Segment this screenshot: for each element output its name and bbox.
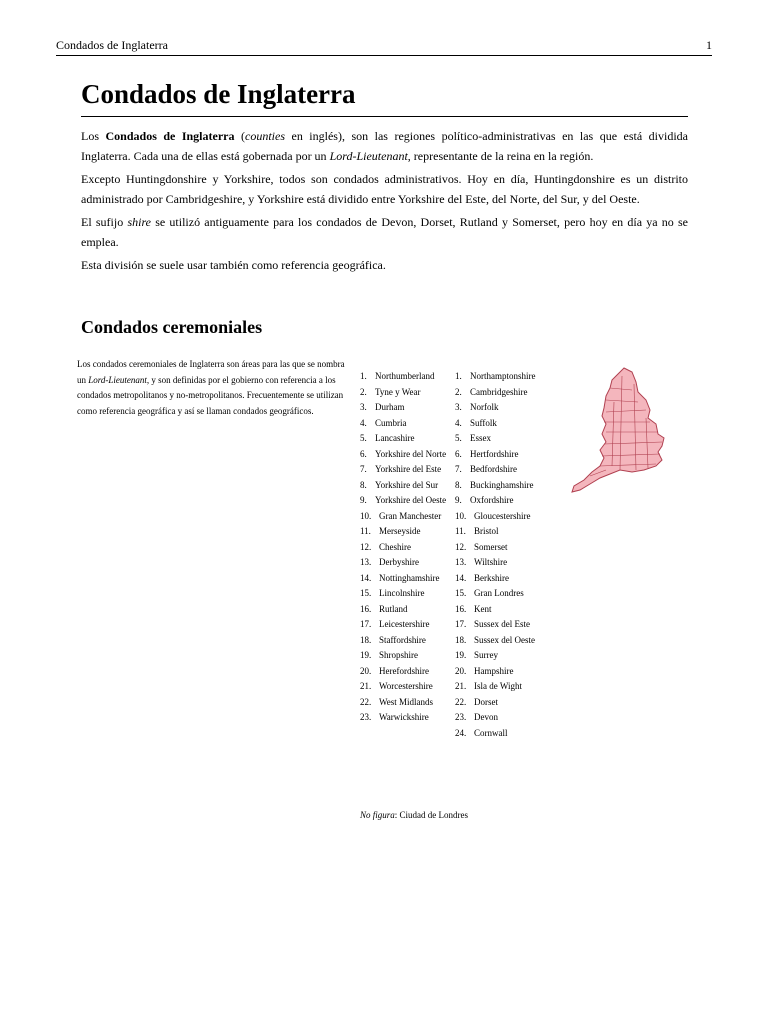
county-list-item xyxy=(360,400,455,416)
no-figure-label: No figura xyxy=(360,810,395,820)
section-note xyxy=(77,357,347,419)
county-number: 7. xyxy=(455,464,462,474)
county-number: 3. xyxy=(360,402,367,412)
county-list-item xyxy=(360,586,455,602)
county-list-item xyxy=(455,617,565,633)
county-list-item xyxy=(455,555,565,571)
county-list-item xyxy=(455,633,565,649)
county-list-item xyxy=(360,648,455,664)
county-name: Somerset xyxy=(474,541,508,552)
county-number: 15. xyxy=(360,588,372,598)
county-number: 2. xyxy=(455,386,462,397)
county-list-item xyxy=(360,540,455,556)
county-name: Gran Manchester xyxy=(379,510,442,521)
county-name: Yorkshire del Este xyxy=(375,464,442,474)
counties-list-left xyxy=(360,369,455,726)
counties-list-right xyxy=(455,369,565,741)
county-list-item xyxy=(455,540,565,556)
county-number: 23. xyxy=(455,712,467,722)
county-number: 14. xyxy=(360,572,372,583)
county-list-item xyxy=(360,710,455,726)
p1-bold-term: Condados de Inglaterra xyxy=(105,129,235,143)
county-name: Leicestershire xyxy=(379,619,430,629)
intro-paragraph-3 xyxy=(81,212,688,252)
county-number: 1. xyxy=(360,371,367,381)
county-list-item xyxy=(455,493,565,509)
county-number: 16. xyxy=(455,603,467,614)
note-text-a: Los condados ceremoniales de Inglaterra son áreas para las que se nombra un xyxy=(77,359,345,385)
county-name: Northumberland xyxy=(375,371,435,381)
p3-text-a: El sufijo xyxy=(81,215,128,229)
county-name: Lancashire xyxy=(375,433,415,443)
county-list-item xyxy=(455,571,565,587)
county-list-item xyxy=(360,493,455,509)
section-title: Condados ceremoniales xyxy=(81,317,263,337)
county-name: Bedfordshire xyxy=(470,464,517,474)
county-name: Norfolk xyxy=(470,402,499,412)
county-name: West Midlands xyxy=(379,696,434,707)
county-name: Warwickshire xyxy=(379,712,429,722)
county-name: Sussex del Este xyxy=(474,619,530,629)
county-number: 9. xyxy=(455,495,462,505)
county-number: 18. xyxy=(360,634,372,645)
county-list-item xyxy=(360,462,455,478)
county-name: Bristol xyxy=(474,526,499,536)
county-list-item xyxy=(360,633,455,649)
county-number: 8. xyxy=(360,479,367,490)
county-name: Isla de Wight xyxy=(474,681,522,691)
county-list-item xyxy=(455,478,565,494)
county-list-item xyxy=(455,726,565,742)
county-list-item xyxy=(455,462,565,478)
county-name: Lincolnshire xyxy=(379,588,425,598)
county-number: 17. xyxy=(455,619,467,629)
p1-text-a: Los xyxy=(81,129,106,143)
county-list-item xyxy=(455,416,565,432)
county-list-item xyxy=(455,509,565,525)
county-name: Hertfordshire xyxy=(470,448,519,459)
p1-lord-lieutenant: Lord-Lieutenant xyxy=(329,149,408,163)
intro-paragraph-1 xyxy=(81,126,688,166)
p1-italic-term: counties xyxy=(245,129,285,143)
county-name: Kent xyxy=(474,603,492,614)
county-name: Devon xyxy=(474,712,498,722)
running-header-title: Condados de Inglaterra xyxy=(56,38,168,52)
county-name: Essex xyxy=(470,433,491,443)
county-name: Cambridgeshire xyxy=(470,386,528,397)
p3-text-c: se utilizó antiguamente para los condados de Devon, Dorset, Rutland y Somerset, pero hoy en día ya no se emplea. xyxy=(81,215,689,249)
county-list-item xyxy=(455,369,565,385)
county-number: 10. xyxy=(360,510,372,521)
county-list-item xyxy=(455,664,565,680)
p1-text-c: ( xyxy=(234,129,245,143)
county-name: Dorset xyxy=(474,696,498,707)
county-number: 15. xyxy=(455,588,467,598)
england-outline xyxy=(572,368,664,492)
county-list-item xyxy=(360,369,455,385)
county-list-item xyxy=(455,679,565,695)
county-name: Suffolk xyxy=(470,417,497,428)
county-name: Nottinghamshire xyxy=(379,572,440,583)
county-number: 4. xyxy=(455,417,462,428)
county-list-item xyxy=(455,710,565,726)
intro-paragraph-4: Esta división se suele usar también como referencia geográfica. xyxy=(81,258,386,272)
county-name: Yorkshire del Oeste xyxy=(375,495,447,505)
no-figure-text: : Ciudad de Londres xyxy=(394,810,469,820)
county-name: Cheshire xyxy=(379,541,411,552)
county-list-item xyxy=(360,447,455,463)
county-name: Yorkshire del Sur xyxy=(375,479,439,490)
county-list-item xyxy=(455,602,565,618)
county-name: Rutland xyxy=(379,603,408,614)
county-name: Surrey xyxy=(474,650,498,660)
intro-paragraph-2: Excepto Huntingdonshire y Yorkshire, todos son condados administrativos. Hoy en día, Huntingdonshire es un distrito administrado por Cambridgeshire, y Yorkshire está dividido entre Yorkshire del Este, del Norte, del Sur, y del Oeste. xyxy=(81,172,688,206)
county-list-item xyxy=(360,602,455,618)
county-number: 17. xyxy=(360,619,372,629)
county-name: Merseyside xyxy=(379,526,421,536)
county-list-item xyxy=(455,648,565,664)
county-list-item xyxy=(360,431,455,447)
county-number: 18. xyxy=(455,634,467,645)
county-name: Oxfordshire xyxy=(470,495,514,505)
county-number: 22. xyxy=(455,696,467,707)
county-number: 13. xyxy=(455,557,467,567)
county-name: Buckinghamshire xyxy=(470,479,534,490)
county-number: 11. xyxy=(455,526,466,536)
county-number: 22. xyxy=(360,696,372,707)
county-number: 11. xyxy=(360,526,371,536)
county-number: 21. xyxy=(360,681,372,691)
county-number: 12. xyxy=(455,541,467,552)
county-name: Herefordshire xyxy=(379,665,429,676)
county-number: 7. xyxy=(360,464,367,474)
county-list-item xyxy=(360,524,455,540)
county-list-item xyxy=(360,555,455,571)
county-number: 1. xyxy=(455,371,462,381)
county-name: Derbyshire xyxy=(379,557,419,567)
county-name: Shropshire xyxy=(379,650,418,660)
county-list-item xyxy=(360,695,455,711)
p1-text-e: en inglés), son las regiones político-administrativas en las que está dividida Inglaterra. Cada una de ellas está gobernada por un xyxy=(81,129,689,163)
county-number: 2. xyxy=(360,386,367,397)
p3-italic-shire: shire xyxy=(127,215,151,229)
county-name: Tyne y Wear xyxy=(375,386,421,397)
county-number: 24. xyxy=(455,727,467,738)
county-number: 23. xyxy=(360,712,372,722)
p1-text-g: , representante de la reina en la región. xyxy=(407,149,594,163)
page-number: 1 xyxy=(706,38,712,52)
county-name: Sussex del Oeste xyxy=(474,634,535,645)
note-italic: Lord-Lieutenant xyxy=(88,374,147,385)
county-name: Wiltshire xyxy=(474,557,508,567)
county-name: Yorkshire del Norte xyxy=(375,448,447,459)
county-number: 19. xyxy=(360,650,372,660)
county-list-item xyxy=(360,617,455,633)
county-list-item xyxy=(455,400,565,416)
county-number: 8. xyxy=(455,479,462,490)
county-name: Gloucestershire xyxy=(474,510,531,521)
county-name: Staffordshire xyxy=(379,634,426,645)
no-figure-note xyxy=(360,810,468,820)
county-list-item xyxy=(360,571,455,587)
county-name: Hampshire xyxy=(474,665,514,676)
county-number: 20. xyxy=(455,665,467,676)
county-list-item xyxy=(360,509,455,525)
county-number: 21. xyxy=(455,681,467,691)
county-name: Cumbria xyxy=(375,417,407,428)
county-number: 5. xyxy=(360,433,367,443)
county-number: 20. xyxy=(360,665,372,676)
county-number: 13. xyxy=(360,557,372,567)
county-number: 4. xyxy=(360,417,367,428)
county-list-item xyxy=(455,695,565,711)
county-number: 6. xyxy=(455,448,462,459)
county-list-item xyxy=(455,385,565,401)
county-name: Cornwall xyxy=(474,727,508,738)
county-list-item xyxy=(360,385,455,401)
county-list-item xyxy=(360,416,455,432)
county-list-item xyxy=(360,679,455,695)
running-header xyxy=(56,38,712,56)
county-list-item xyxy=(455,431,565,447)
county-list-item xyxy=(360,664,455,680)
county-number: 14. xyxy=(455,572,467,583)
county-number: 19. xyxy=(455,650,467,660)
county-number: 3. xyxy=(455,402,462,412)
county-number: 5. xyxy=(455,433,462,443)
county-list-item xyxy=(455,524,565,540)
county-number: 10. xyxy=(455,510,467,521)
county-name: Northamptonshire xyxy=(470,371,536,381)
county-list-item xyxy=(455,586,565,602)
county-list-item xyxy=(360,478,455,494)
county-name: Durham xyxy=(375,402,405,412)
note-text-c: , y son definidas por el gobierno con referencia a los condados metropolitanos y no-metropolitanos. Frecuentemente se utilizan como referencia geográfica y así se llaman condados geográficos. xyxy=(77,374,344,416)
county-number: 9. xyxy=(360,495,367,505)
county-number: 16. xyxy=(360,603,372,614)
county-name: Gran Londres xyxy=(474,588,524,598)
county-list-item xyxy=(455,447,565,463)
intro-section xyxy=(81,126,688,278)
england-counties-map-icon xyxy=(566,366,678,498)
county-name: Worcestershire xyxy=(379,681,433,691)
county-number: 6. xyxy=(360,448,367,459)
county-name: Berkshire xyxy=(474,572,509,583)
article-title: Condados de Inglaterra xyxy=(81,78,688,117)
county-number: 12. xyxy=(360,541,372,552)
